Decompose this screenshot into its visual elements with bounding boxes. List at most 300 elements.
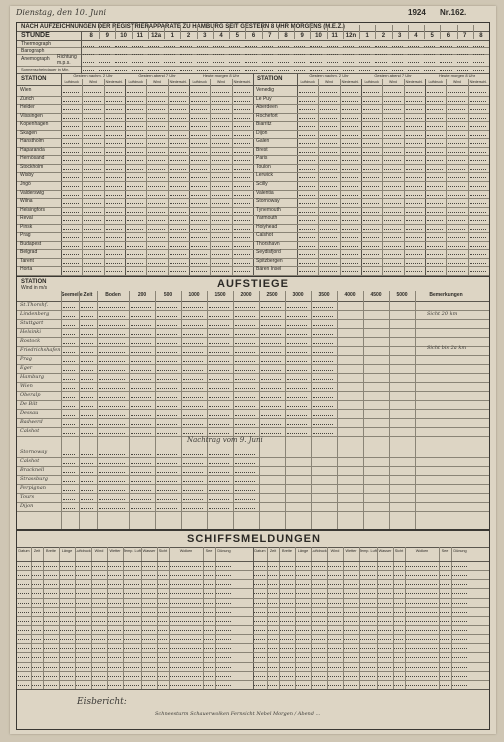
hour-divider [148,25,149,39]
station-entry [191,216,207,221]
ship-entry [44,599,57,604]
station-entry [320,114,336,119]
station-entry [234,165,250,170]
hour-divider [245,25,246,39]
ship-entry [216,608,231,613]
station-entry [342,88,358,93]
reg-entry [375,50,386,55]
ship-entry [124,672,139,677]
station-entry [448,173,464,178]
ship-col-header: Wind [330,549,340,553]
station-name: Valderswig [20,189,45,196]
station-entry [406,191,422,196]
station-entry [299,267,315,272]
station-entry [127,225,143,230]
auf-row-rule [17,319,489,320]
station-entry [63,105,79,110]
ship-entry [18,626,29,631]
ship-entry [312,663,325,668]
nachtrag-row-rule [17,466,489,467]
reg-entry [375,58,386,63]
auf-entry [183,393,203,398]
ship-col-header: Wolken [415,549,429,553]
ship-entry [204,617,213,622]
ship-col-header: Zeit [33,549,41,553]
auf-entry [157,402,177,407]
station-entry [427,97,443,102]
station-entry [148,259,164,264]
ship-entry [268,608,277,613]
station-entry [320,139,336,144]
station-entry [406,250,422,255]
station-entry [170,131,186,136]
station-entry [84,182,100,187]
ship-entry [328,589,341,594]
hour-divider [359,25,360,39]
ship-entry [452,681,467,686]
station-entry [84,242,100,247]
auf-entry [235,312,255,317]
nachtrag-entry [235,495,255,500]
ship-entry [18,663,29,668]
station-name: Brest [256,146,268,153]
ship-entry [158,653,167,658]
station-entry [320,182,336,187]
nachtrag-entry [81,486,93,491]
reg-entry [229,66,240,71]
station-entry [84,97,100,102]
hour-header: 10 [120,33,127,39]
reg-entry [440,66,451,71]
station-entry [384,199,400,204]
hour-divider [115,25,116,39]
ship-entry [406,608,437,613]
auf-entry [287,366,307,371]
station-entry [234,225,250,230]
station-entry [427,139,443,144]
ship-entry [216,672,231,677]
station-entry [170,225,186,230]
reg-entry [473,50,484,55]
station-entry [363,88,379,93]
nachtrag-entry [209,459,229,464]
col-divider [232,79,233,275]
ship-entry [344,617,357,622]
reg-entry [327,42,338,47]
station-entry [127,208,143,213]
reg-entry [213,58,224,63]
ship-entry [452,617,467,622]
auf-row-rule [17,364,489,365]
reg-entry [278,42,289,47]
ship-entry [280,626,293,631]
ship-entry [328,653,341,658]
auf-entry [261,303,281,308]
aufstiege-title: AUFSTIEGE [217,278,289,290]
auf-entry [99,402,125,407]
station-entry [299,156,315,161]
ship-entry [328,599,341,604]
station-entry [63,131,79,136]
ship-entry [44,663,57,668]
ship-entry [76,562,89,567]
ship-entry [92,626,105,631]
ship-entry [394,635,403,640]
nachtrag-entry [131,495,151,500]
ship-entry [360,580,375,585]
auf-entry [131,303,151,308]
station-entry [320,267,336,272]
auf-entry [63,357,75,362]
nachtrag-entry [131,486,151,491]
ship-entry [254,571,265,576]
station-entry [106,88,122,93]
ship-entry [108,644,121,649]
nachtrag-entry [63,459,75,464]
station-entry [84,105,100,110]
ship-entry [216,681,231,686]
station-entry [406,105,422,110]
ship-entry [312,599,325,604]
reg-entry [148,42,159,47]
nachtrag-entry [99,468,125,473]
ship-entry [216,644,231,649]
station-entry [148,122,164,127]
station-name: Wilna [20,198,33,205]
station-entry [170,114,186,119]
ship-entry [60,589,73,594]
hour-divider [375,25,376,39]
ship-entry [254,589,265,594]
ship-entry [216,580,231,585]
ship-entry [378,580,391,585]
ship-entry [142,663,155,668]
station-entry [234,191,250,196]
nachtrag-entry [235,459,255,464]
reg-entry [164,42,175,47]
ship-entry [142,599,155,604]
station-entry [191,148,207,153]
station-name: Helsingfors [20,206,46,213]
station-entry [127,259,143,264]
ship-entry [312,626,325,631]
ship-entry [394,653,403,658]
station-entry [170,199,186,204]
ship-col-header: Wetter [109,549,121,553]
ship-entry [394,571,403,576]
station-entry [148,250,164,255]
hour-divider [99,25,100,39]
auf-entry [183,429,203,434]
auf-entry [235,402,255,407]
reg-entry [392,42,403,47]
station-entry [427,105,443,110]
station-entry [427,225,443,230]
hour-header: 8 [89,33,93,39]
auf-entry [287,303,307,308]
ship-entry [312,681,325,686]
station-entry [427,88,443,93]
station-entry [448,114,464,119]
hour-header: 6 [251,33,256,39]
reg-entry [359,50,370,55]
auf-entry [157,348,177,353]
station-entry [342,148,358,153]
station-entry [342,122,358,127]
col-divider [361,79,362,275]
station-entry [170,148,186,153]
hour-header: 1 [365,33,369,39]
auf-entry [287,384,307,389]
station-entry [106,139,122,144]
ship-entry [216,589,231,594]
reg-entry [213,42,224,47]
ship-entry [170,672,201,677]
ship-entry [170,681,201,686]
station-entry [448,208,464,213]
auf-entry [261,384,281,389]
auf-col-header: 1000 [188,292,200,298]
nachtrag-entry [99,486,125,491]
auf-col-header: 500 [163,292,173,298]
station-entry [170,250,186,255]
auf-col-header: 4500 [370,292,382,298]
ship-entry [452,635,467,640]
hour-header: 9 [105,33,110,39]
ship-col-header: Temp. Luft [123,549,141,553]
station-entry [384,114,400,119]
group-label: Heute morgen 8 Uhr [438,73,476,78]
station-name: Prag [20,232,31,239]
reg-entry [392,66,403,71]
station-entry [384,88,400,93]
ship-entry [328,663,341,668]
col-label: Wind [389,80,397,84]
reg-entry [440,42,451,47]
auf-entry [81,312,93,317]
station-name: Jngö [20,181,31,187]
ship-entry [406,663,437,668]
station-entry [63,165,79,170]
hour-header: 12n [345,33,357,39]
auf-entry [131,384,151,389]
auf-entry [261,393,281,398]
ship-col-header: Sicht [394,549,404,553]
ship-entry [344,608,357,613]
station-entry [320,122,336,127]
station-name: Yarmouth [256,215,278,222]
hour-header: 3 [397,33,402,39]
station-entry [470,208,486,213]
ship-entry [360,608,375,613]
station-entry [212,105,228,110]
ship-entry [18,599,29,604]
auf-entry [63,348,75,353]
ship-entry [204,644,213,649]
ship-entry [108,562,121,567]
ship-entry [108,626,121,631]
station-entry [470,165,486,170]
station-entry [363,156,379,161]
ship-entry [378,626,391,631]
auf-entry [99,321,125,326]
auf-entry [99,420,125,425]
reg-entry [132,50,143,55]
ship-entry [328,571,341,576]
ship-entry [124,653,139,658]
station-entry [470,242,486,247]
nachtrag-entry [157,450,177,455]
col-label: Niederschl. [341,80,360,84]
ship-entry [44,681,57,686]
ship-col-header: Wasser [378,549,392,553]
reg-entry [473,66,484,71]
station-entry [384,139,400,144]
auf-entry [63,303,75,308]
auf-entry [99,384,125,389]
station-entry [63,259,79,264]
station-name: Wien [20,87,32,93]
auf-entry [287,429,307,434]
station-entry [127,139,143,144]
auf-entry [81,429,93,434]
station-entry [170,208,186,213]
station-entry [299,131,315,136]
station-entry [384,97,400,102]
ship-entry [394,599,403,604]
nachtrag-entry [209,504,229,509]
auf-entry [63,366,75,371]
hour-header: 9 [300,33,304,39]
auf-col-header: Bemerkungen [429,292,463,298]
ship-entry [360,617,375,622]
hour-divider [310,25,311,39]
station-entry [170,191,186,196]
reg-entry [115,42,126,47]
station-entry [234,199,250,204]
aufstiege-grid [17,301,489,529]
hour-divider [424,25,425,39]
station-entry [127,148,143,153]
auf-row-rule [17,409,489,410]
ship-entry [378,672,391,677]
station-entry [448,233,464,238]
station-name: Wisby [20,172,34,179]
reg-entry [229,42,240,47]
station-entry [342,191,358,196]
auf-entry [157,411,177,416]
reg-entry [294,58,305,63]
station-entry [106,131,122,136]
station-name: Holyhead [256,223,278,230]
station-entry [191,156,207,161]
ship-entry [216,626,231,631]
reg-entry [180,42,191,47]
auf-entry [63,402,75,407]
station-entry [84,173,100,178]
ship-entry [440,589,449,594]
ship-entry [406,653,437,658]
station-entry [170,259,186,264]
ship-entry [344,580,357,585]
station-entry [406,208,422,213]
ship-entry [76,599,89,604]
reg-entry [392,58,403,63]
ship-entry [92,571,105,576]
auf-entry [183,366,203,371]
station-entry [234,259,250,264]
ship-col-header: Wind [94,549,104,553]
station-name: Paris [256,155,268,162]
ship-col-header: Breite [282,549,292,553]
ship-col-header: Dünung [217,549,231,553]
station-entry [384,182,400,187]
station-entry [470,267,486,272]
ship-entry [328,617,341,622]
auf-entry [99,303,125,308]
station-entry [148,88,164,93]
station-entry [342,114,358,119]
ship-entry [108,635,121,640]
station-entry [427,114,443,119]
auf-entry [99,330,125,335]
station-entry [384,191,400,196]
station-entry [148,156,164,161]
reg-entry [327,66,338,71]
auf-entry [313,384,333,389]
ship-entry [60,599,73,604]
ship-entry [92,653,105,658]
station-entry [299,259,315,264]
nachtrag-row-label: Tours [20,494,35,500]
station-entry [299,225,315,230]
auf-entry [313,303,333,308]
station-entry [470,97,486,102]
station-entry [363,191,379,196]
auf-row-rule [17,337,489,338]
station-entry [470,216,486,221]
station-entry [320,216,336,221]
auf-entry [261,339,281,344]
aufstiege-block [16,276,490,530]
auf-entry [81,366,93,371]
reg-entry [375,42,386,47]
station-entry [212,182,228,187]
ship-entry [18,681,29,686]
station-entry [191,208,207,213]
reg-entry [310,42,321,47]
ship-entry [268,663,277,668]
station-entry [384,105,400,110]
ship-entry [158,562,167,567]
ship-entry [378,562,391,567]
auf-entry [183,357,203,362]
reg-entry [197,66,208,71]
ship-entry [268,644,277,649]
ship-entry [158,663,167,668]
ship-entry [268,571,277,576]
nachtrag-row-rule [17,457,489,458]
station-entry [191,122,207,127]
station-entry [363,148,379,153]
ship-entry [76,571,89,576]
nachtrag-entry [131,459,151,464]
auf-entry [235,303,255,308]
auf-entry [81,375,93,380]
reg-entry [278,50,289,55]
station-entry [427,199,443,204]
reg-entry [278,58,289,63]
